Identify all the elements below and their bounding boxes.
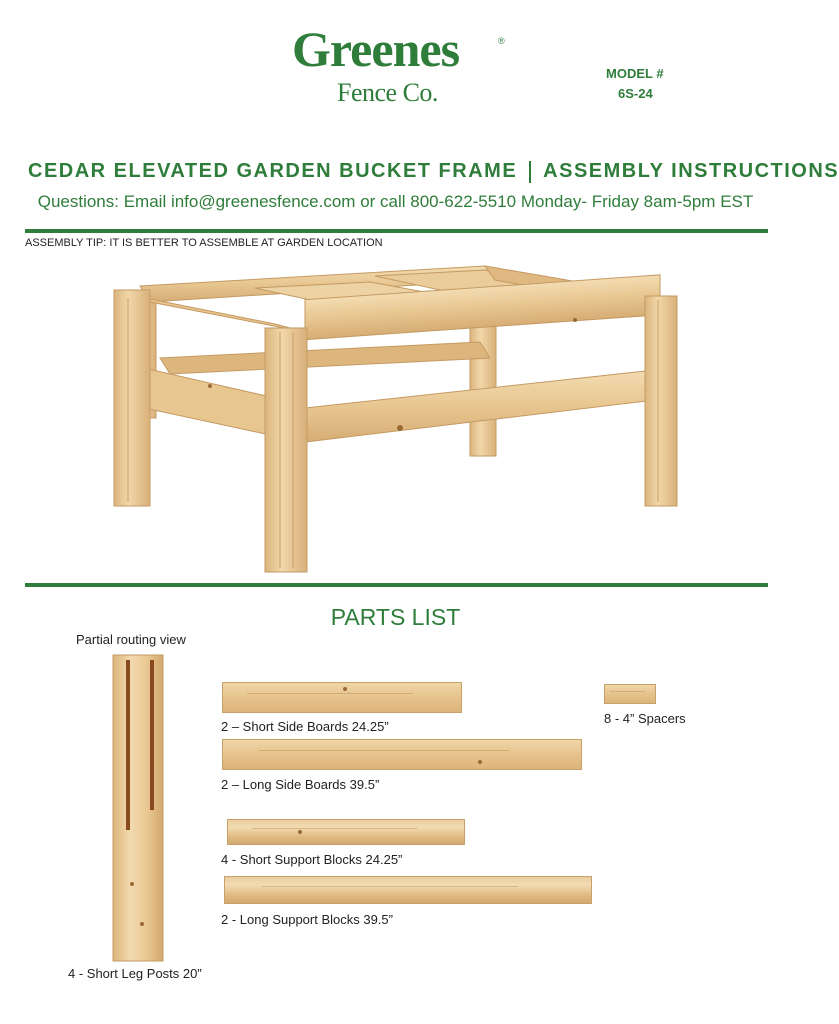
middle-divider xyxy=(25,583,768,587)
assembled-frame-illustration xyxy=(100,258,690,578)
leg-post-illustration xyxy=(112,654,164,962)
part-label-short-support-blocks: 4 - Short Support Blocks 24.25” xyxy=(221,852,403,867)
short-side-board-illustration xyxy=(222,682,462,713)
contact-line: Questions: Email info@greenesfence.com or call 800-622-5510 Monday- Friday 8am-5pm EST xyxy=(37,192,754,211)
long-support-block-illustration xyxy=(224,876,592,904)
wood-knot xyxy=(343,687,347,691)
part-label-long-support-blocks: 2 - Long Support Blocks 39.5” xyxy=(221,912,393,927)
routing-view-caption: Partial routing view xyxy=(76,632,186,647)
model-label: MODEL # xyxy=(606,66,664,81)
part-label-long-side-boards: 2 – Long Side Boards 39.5” xyxy=(221,777,380,792)
part-label-spacers: 8 - 4” Spacers xyxy=(604,711,686,726)
long-side-board-illustration xyxy=(222,739,582,770)
model-number: 6S-24 xyxy=(618,86,653,101)
part-label-leg-posts: 4 - Short Leg Posts 20” xyxy=(68,966,202,981)
spacer-illustration xyxy=(604,684,656,704)
part-label-short-side-boards: 2 – Short Side Boards 24.25” xyxy=(221,719,389,734)
parts-list-heading: PARTS LIST xyxy=(330,604,461,630)
assembly-tip: ASSEMBLY TIP: IT IS BETTER TO ASSEMBLE AT GARDEN LOCATION xyxy=(25,237,383,249)
top-divider xyxy=(25,229,768,233)
registered-mark: ® xyxy=(498,36,505,46)
wood-knot xyxy=(298,830,302,834)
section-title: ASSEMBLY INSTRUCTIONS xyxy=(543,160,839,182)
brand-logo: Greenes xyxy=(292,21,460,77)
product-title: CEDAR ELEVATED GARDEN BUCKET FRAME xyxy=(28,160,518,182)
wood-knot xyxy=(478,760,482,764)
title-divider xyxy=(529,161,531,183)
short-support-block-illustration xyxy=(227,819,465,845)
brand-subname: Fence Co. xyxy=(337,78,438,107)
document-title xyxy=(28,160,839,183)
